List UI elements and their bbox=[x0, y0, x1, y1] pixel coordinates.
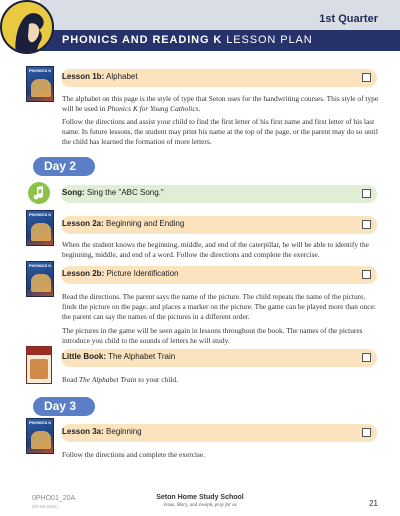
title-bar bbox=[40, 30, 400, 51]
lesson-1b-checkbox[interactable] bbox=[362, 73, 371, 82]
song-row bbox=[61, 185, 377, 203]
little-book-title: The Alphabet Train bbox=[108, 352, 176, 361]
lesson-id: Lesson 2a: bbox=[62, 219, 104, 228]
lesson-2a-paragraph: When the student knows the beginning, middle, and end of the caterpillar, he will be able to identify the beginning, middle, and end of a word. Follow the directions and complete the exercise. bbox=[62, 240, 369, 260]
title-light: LESSON PLAN bbox=[226, 34, 313, 46]
song-title: Sing the "ABC Song." bbox=[86, 188, 164, 197]
seton-logo bbox=[0, 0, 54, 54]
song-checkbox[interactable] bbox=[362, 189, 371, 198]
lesson-row-3a bbox=[61, 424, 377, 442]
lesson-title: Alphabet bbox=[106, 72, 138, 81]
title-bold: PHONICS AND READING K bbox=[62, 34, 223, 46]
day-2-badge bbox=[33, 157, 95, 176]
lesson-2a-checkbox[interactable] bbox=[362, 220, 371, 229]
footer-code: 0PHO01_20A bbox=[32, 495, 76, 502]
lesson-label bbox=[62, 269, 179, 278]
lesson-title: Beginning and Ending bbox=[106, 219, 185, 228]
lesson-3a-checkbox[interactable] bbox=[362, 428, 371, 437]
lesson-row-2b bbox=[61, 266, 377, 284]
little-book-label bbox=[62, 352, 175, 361]
book-cover-title: PHONICS K bbox=[29, 212, 52, 217]
book-cover-icon bbox=[26, 418, 54, 454]
book-title: The Alphabet Train bbox=[79, 375, 137, 384]
lesson-2b-checkbox[interactable] bbox=[362, 270, 371, 279]
day-label: Day 3 bbox=[44, 399, 77, 413]
lesson-row-1b bbox=[61, 69, 377, 87]
music-note-icon bbox=[28, 182, 50, 204]
lesson-id: Lesson 1b: bbox=[62, 72, 105, 81]
lesson-id: Lesson 3a: bbox=[62, 427, 104, 436]
page-title bbox=[62, 34, 313, 46]
lesson-1b-paragraph-2: Follow the directions and assist your child to find the first letter of his first name and first letter of his last name. In future lessons, the student may print his name at the top of the page, or the parent may do so until the child has learned the formation of more letters. bbox=[62, 117, 378, 147]
book-cover-icon bbox=[26, 210, 54, 246]
lesson-2b-paragraph-1: Read the directions. The parent says the name of the picture. The child repeats the name of the picture, finds the picture on the page, and places a marker on the picture. The game can be played more than once: the parent can say the names of the pictures in a different order. bbox=[62, 292, 376, 322]
book-cover-icon bbox=[26, 261, 54, 297]
lesson-id: Lesson 2b: bbox=[62, 269, 105, 278]
lesson-2b-paragraph-2: The pictures in the game will be seen again in lessons throughout the book. The names of the pictures introduce you child to the sounds of letters he will study. bbox=[62, 326, 363, 346]
song-label bbox=[62, 188, 164, 197]
lesson-row-2a bbox=[61, 216, 377, 234]
lesson-title: Picture Identification bbox=[106, 269, 179, 278]
footer-school: Seton Home Study School bbox=[156, 494, 244, 501]
lesson-3a-paragraph: Follow the directions and complete the exercise. bbox=[62, 450, 206, 459]
quarter-tab bbox=[40, 0, 400, 30]
book-cover-icon bbox=[26, 66, 54, 102]
little-book-paragraph: Read The Alphabet Train to your child. bbox=[62, 375, 178, 384]
little-book-icon bbox=[26, 346, 52, 384]
book-cover-title: PHONICS K bbox=[29, 420, 52, 425]
little-book-checkbox[interactable] bbox=[362, 353, 371, 362]
page-number: 21 bbox=[369, 499, 378, 508]
lesson-title: Beginning bbox=[106, 427, 142, 436]
quarter-label: 1st Quarter bbox=[319, 13, 378, 25]
footer-date: (02-06-2021) bbox=[32, 504, 59, 509]
lesson-label bbox=[62, 219, 184, 228]
footer-motto: Jesus, Mary, and Joseph, pray for us bbox=[163, 503, 237, 508]
little-book-row bbox=[61, 349, 377, 367]
little-book-id: Little Book: bbox=[62, 352, 106, 361]
book-title: Phonics K for Young Catholics bbox=[107, 104, 199, 114]
day-3-badge bbox=[33, 397, 95, 416]
song-id: Song: bbox=[62, 188, 85, 197]
lesson-label bbox=[62, 427, 142, 436]
lesson-1b-paragraph-1: The alphabet on this page is the style of type that Seton uses for the handwriting courses. This style of type will be used in Phonics K for Young Catholics. bbox=[62, 94, 379, 114]
lesson-label bbox=[62, 72, 138, 81]
book-cover-title: PHONICS K bbox=[29, 68, 52, 73]
book-cover-title: PHONICS K bbox=[29, 263, 52, 268]
day-label: Day 2 bbox=[44, 159, 77, 173]
